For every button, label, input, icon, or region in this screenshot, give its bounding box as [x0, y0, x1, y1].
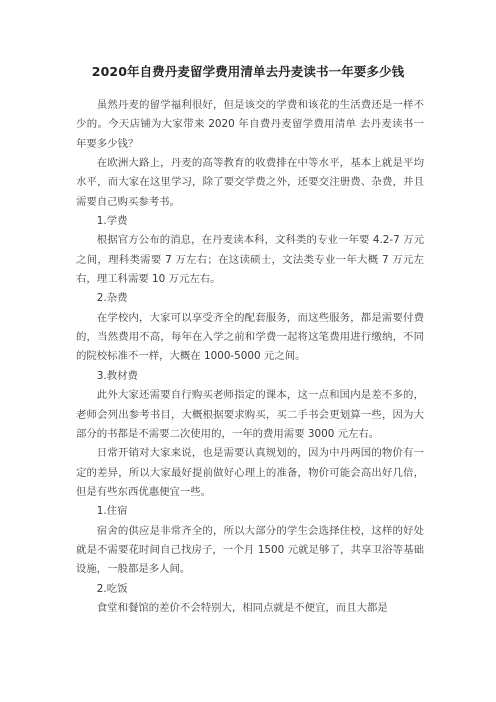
document-title: 2020年自费丹麦留学费用清单去丹麦读书一年要多少钱 [91, 64, 405, 79]
heading-textbooks: 3.教材费 [96, 369, 138, 382]
paragraph-overview: 在欧洲大路上，丹麦的高等教育的收费排在中等水平，基本上就是平均水平，而大家在这里学习，除了要交学费之外，还要交注册费、杂费，并且需要自己购买参考书。 [76, 157, 424, 208]
heading-tuition: 1.学费 [96, 215, 128, 228]
paragraph-daily-expenses: 日常开销对大家来说，也是需要认真规划的，因为中丹两国的物价有一定的差异，所以大家最好提前做好心理上的准备，物价可能会高出好几倍，但是有些东西优惠便宜一些。 [76, 447, 424, 498]
paragraph-misc-fees: 在学校内，大家可以享受齐全的配套服务，而这些服务，都是需要付费的，当然费用不高，每年在入学之前和学费一起将这笔费用进行缴纳，不同的院校标准不一样，大概在 1000-5000 元之间。 [76, 311, 424, 363]
paragraph-dining: 食堂和餐馆的差价不会特别大，相同点就是不便宜，而且大都是 [96, 601, 388, 614]
heading-misc-fees: 2.杂费 [96, 292, 128, 305]
paragraph-housing: 宿舍的供应是非常齐全的，所以大部分的学生会选择住校，这样的好处就是不需要花时间自己找房子，一个月 1500 元就足够了，共享卫浴等基础设施，一般都是多人间。 [76, 524, 424, 576]
heading-dining: 2.吃饭 [96, 582, 128, 595]
paragraph-intro: 虽然丹麦的留学福利很好，但是该交的学费和该花的生活费还是一样不少的。今天店铺为大家带来 2020 年自费丹麦留学费用清单 去丹麦读书一年要多少钱？ [76, 99, 424, 150]
heading-housing: 1.住宿 [96, 505, 128, 518]
paragraph-textbooks: 此外大家还需要自行购买老师指定的课本，这一点和国内是差不多的，老师会列出参考书目，大概根据要求购买，买二手书会更划算一些，因为大部分的书都是不需要二次使用的，一年的费用需要 3000 元左右。 [76, 389, 424, 440]
paragraph-tuition: 根据官方公布的消息，在丹麦读本科，文科类的专业一年要 4.2-7 万元之间，理科类需要 7 万左右；在这读硕士，文法类专业一年大概 7 万元左右，理工科需要 10 万元左右。 [76, 234, 424, 286]
document-body [76, 96, 424, 618]
